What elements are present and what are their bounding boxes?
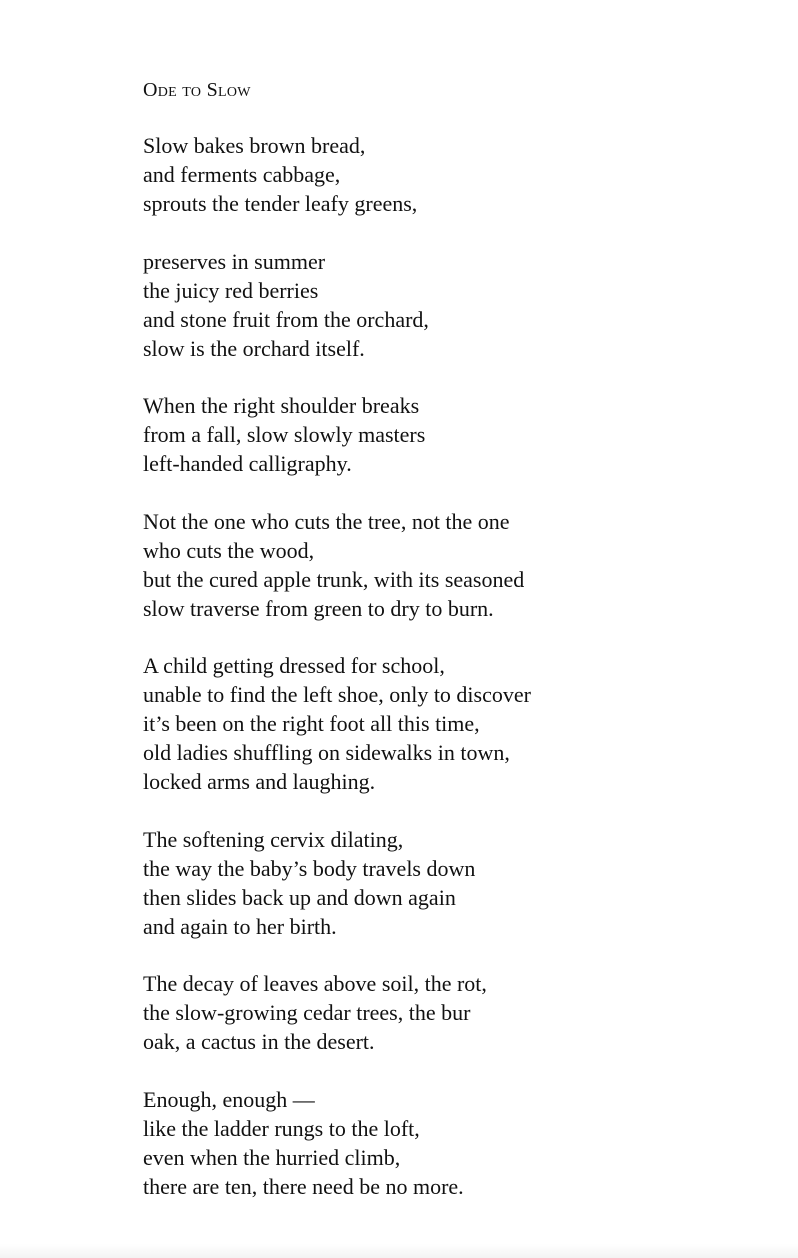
- stanza: [143, 969, 531, 1056]
- stanza: [143, 507, 531, 623]
- poem-line: unable to find the left shoe, only to discover: [143, 682, 531, 707]
- poem-line: old ladies shuffling on sidewalks in town,: [143, 740, 510, 765]
- poem: [143, 73, 531, 1229]
- page-bottom-edge: [0, 1244, 798, 1258]
- stanza: [143, 391, 531, 478]
- poem-line: The softening cervix dilating,: [143, 826, 404, 852]
- poem-line: and ferments cabbage,: [143, 162, 341, 187]
- stanza: [143, 651, 531, 796]
- poem-line: like the ladder rungs to the loft,: [143, 1115, 420, 1141]
- poem-line: even when the hurried climb,: [143, 1144, 401, 1170]
- poem-line: slow traverse from green to dry to burn.: [143, 595, 494, 621]
- stanza: [143, 247, 531, 363]
- poem-line: locked arms and laughing.: [143, 769, 376, 794]
- poem-line: When the right shoulder breaks: [143, 393, 420, 418]
- stanza: [143, 131, 531, 218]
- stanza: [143, 1085, 531, 1201]
- poem-line: preserves in summer: [143, 248, 326, 274]
- poem-line: from a fall, slow slowly masters: [143, 422, 426, 447]
- poem-line: A child getting dressed for school,: [143, 653, 445, 678]
- poem-line: who cuts the wood,: [143, 537, 315, 563]
- poem-title: Ode to Slow: [143, 79, 251, 101]
- poem-line: Enough, enough —: [143, 1086, 315, 1112]
- stanza: [143, 825, 531, 941]
- poem-line: Slow bakes brown bread,: [143, 133, 366, 158]
- poem-line: The decay of leaves above soil, the rot,: [143, 971, 487, 996]
- poem-line: slow is the orchard itself.: [143, 335, 365, 361]
- poem-line: the way the baby’s body travels down: [143, 855, 476, 881]
- poem-line: and stone fruit from the orchard,: [143, 306, 429, 332]
- poem-line: it’s been on the right foot all this time,: [143, 711, 480, 736]
- poem-line: and again to her birth.: [143, 913, 337, 939]
- poem-line: there are ten, there need be no more.: [143, 1173, 464, 1199]
- poem-line: left-handed calligraphy.: [143, 451, 352, 476]
- poem-line: Not the one who cuts the tree, not the one: [143, 508, 510, 534]
- poem-line: oak, a cactus in the desert.: [143, 1029, 375, 1054]
- poem-line: but the cured apple trunk, with its seasoned: [143, 566, 525, 592]
- poem-line: sprouts the tender leafy greens,: [143, 191, 418, 216]
- poem-line: the juicy red berries: [143, 277, 319, 303]
- poem-line: the slow-growing cedar trees, the bur: [143, 1000, 471, 1025]
- poem-line: then slides back up and down again: [143, 884, 456, 910]
